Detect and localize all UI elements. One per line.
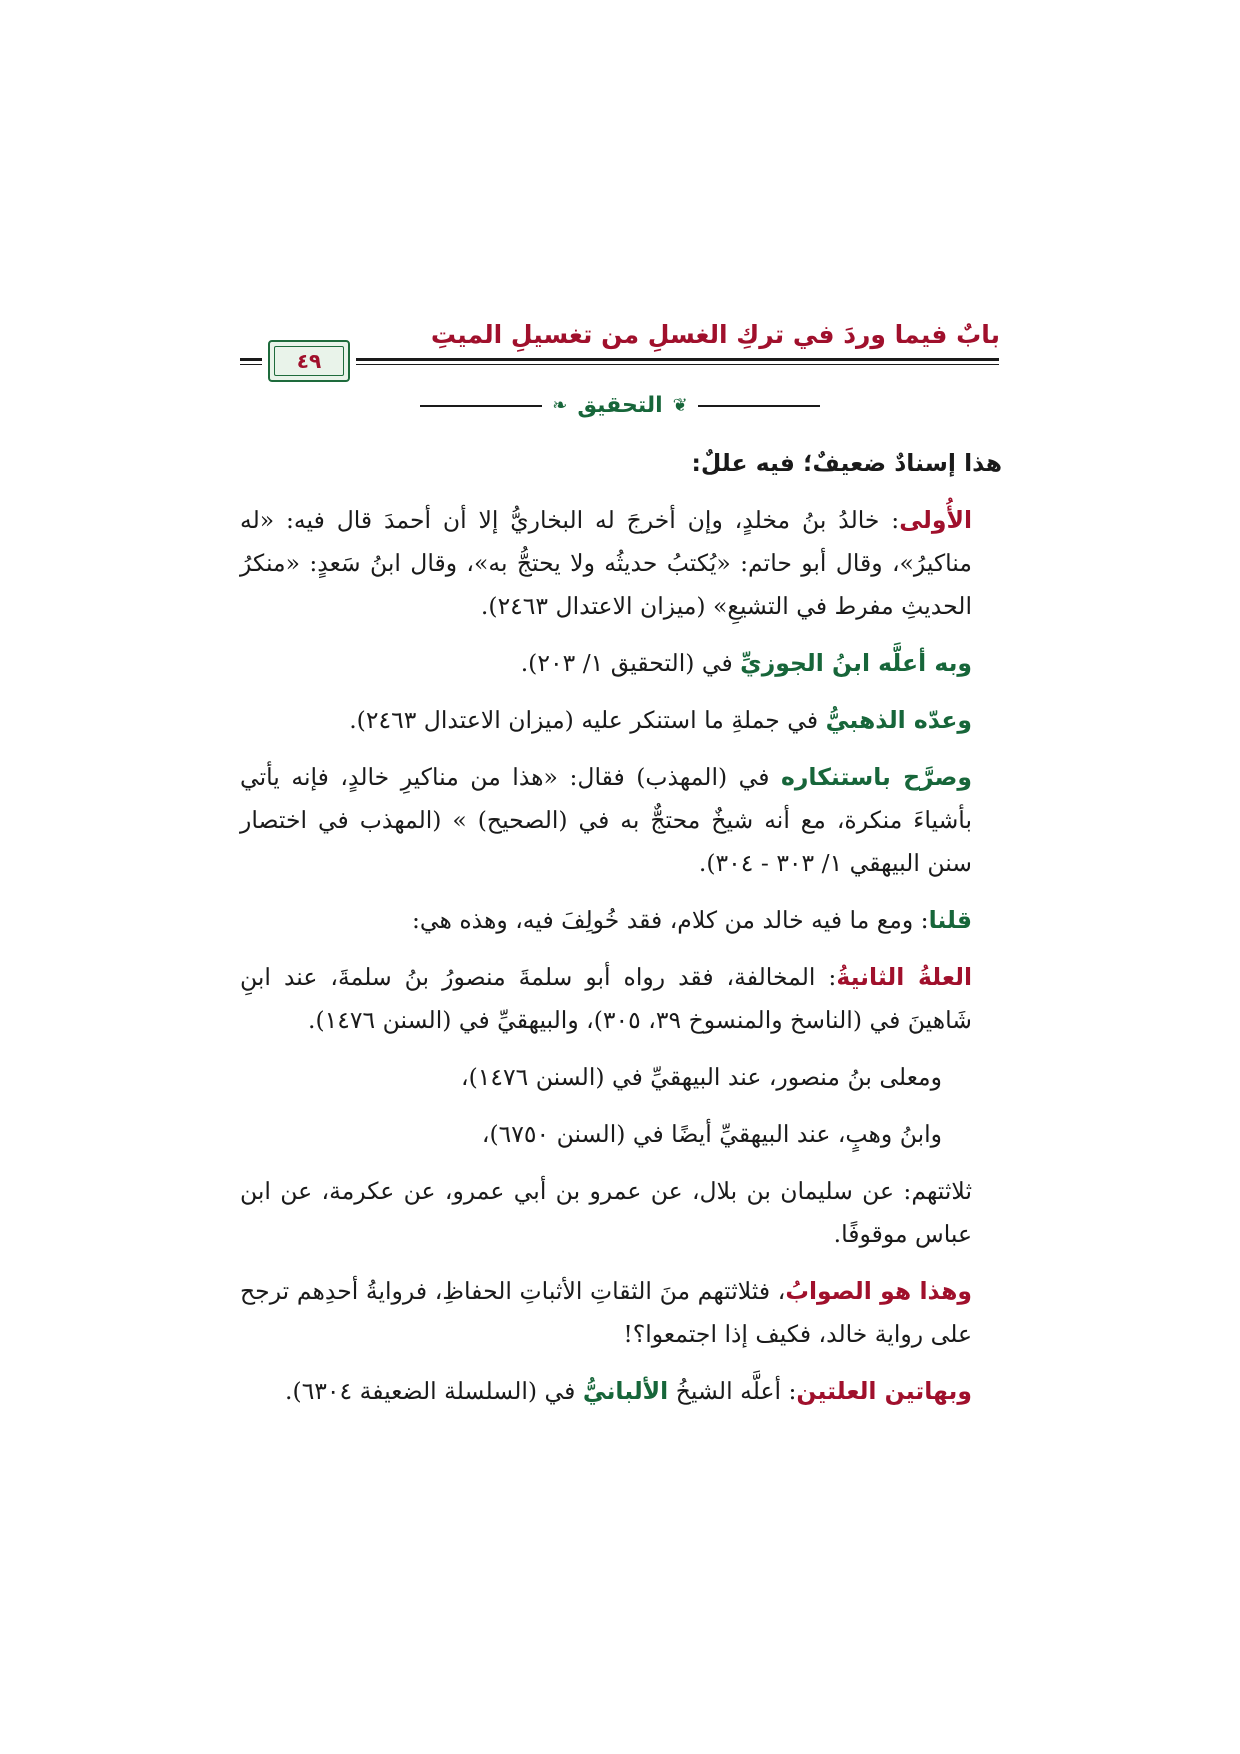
dhahabi-lead: وعدّه [905, 706, 972, 734]
paragraph-first-defect [240, 499, 1002, 628]
dhahabi-name: الذهبيُّ [825, 706, 906, 734]
muhadhdhab-text: في (المهذب) فقال: «هذا من مناكيرِ خالدٍ، فإنه يأتي بأشياءَ منكرة، مع أنه شيخٌ محتجٌّ به في (الصحيح) » (المهذب في اختصار سنن البيهقي ١/ ٣٠٣ - ٣٠٤). [240, 763, 972, 877]
paragraph-second-defect [240, 956, 1002, 1042]
ornament-right-icon: ❦ [672, 395, 688, 416]
ibn-aljawzi-name: ابنُ الجوزيِّ [740, 649, 870, 677]
albani-name: الألبانيُّ [582, 1377, 669, 1405]
paragraph-albani [240, 1370, 1002, 1413]
chapter-title: بابٌ فيما وردَ في تركِ الغسلِ من تغسيلِ الميتِ [430, 320, 1000, 349]
albani-text: في (السلسلة الضعيفة ٦٣٠٤). [285, 1377, 583, 1405]
paragraph-dhahabi [240, 699, 1002, 742]
albani-label: وبهاتين العلتين [796, 1377, 972, 1405]
dhahabi-text: في جملةِ ما استنكر عليه (ميزان الاعتدال ٢٤٦٣). [349, 706, 826, 734]
page-body [240, 442, 1002, 1427]
ornament-left-icon: ❧ [552, 395, 568, 416]
divider-line-right [698, 405, 820, 407]
first-defect-label: الأُولى [899, 506, 972, 534]
muhadhdhab-lead: وصرَّح [890, 763, 972, 791]
second-defect-label: العلةُ الثانيةُ [836, 963, 973, 991]
page-number: ٤٩ [296, 349, 322, 373]
paragraph-sawab [240, 1270, 1002, 1356]
second-defect-text: : المخالفة، فقد رواه أبو سلمةَ منصورُ بنُ سلمةَ، عند ابنِ شَاهينَ في (الناسخ والمنسوخ ٣٩، ٣٠٥)، والبيهقيِّ في (السنن ١٤٧٦). [240, 963, 972, 1034]
section-divider [420, 393, 820, 418]
paragraph-qulna [240, 899, 1002, 942]
header-rule-left [240, 358, 262, 365]
section-title: التحقيق [577, 393, 663, 418]
ibn-aljawzi-lead: وبه أعلَّه [870, 649, 972, 677]
page-number-box [268, 340, 350, 382]
muhadhdhab-name: باستنكاره [781, 763, 891, 791]
intro-line: هذا إسنادٌ ضعيفٌ؛ فيه عللٌ: [691, 449, 1002, 477]
paragraph-ibn-aljawzi [240, 642, 1002, 685]
paragraph-muala: ومعلى بنُ منصور، عند البيهقيِّ في (السنن ١٤٧٦)، [460, 1063, 942, 1091]
qulna-text: : ومع ما فيه خالد من كلام، فقد خُولِفَ فيه، وهذه هي: [411, 906, 929, 934]
ibn-aljawzi-text: في (التحقيق ١/ ٢٠٣). [520, 649, 741, 677]
paragraph-thalathatuhum: ثلاثتهم: عن سليمان بن بلال، عن عمرو بن أبي عمرو، عن عكرمة، عن ابن عباس موقوفًا. [240, 1177, 972, 1248]
header-rule [356, 358, 999, 365]
divider-line-left [420, 405, 542, 407]
sawab-text: ، فثلاثتهم منَ الثقاتِ الأثباتِ الحفاظِ، فروايةُ أحدِهم ترجح على رواية خالد، فكيف إذا اجتمعوا؟! [240, 1277, 972, 1348]
qulna-label: قلنا [928, 906, 972, 934]
sawab-label: وهذا هو الصوابُ [785, 1277, 973, 1305]
albani-mid: : أعلَّه الشيخُ [668, 1377, 797, 1405]
first-defect-text: : خالدُ بنُ مخلدٍ، وإن أخرجَ له البخاريُّ إلا أن أحمدَ قال فيه: «له مناكيرُ»، وقال أبو حاتم: «يُكتبُ حديثُه ولا يحتجُّ به»، وقال ابنُ سَعدٍ: «منكرُ الحديثِ مفرط في التشيعِ» (ميزان الاعتدال ٢٤٦٣). [240, 506, 972, 620]
paragraph-ibn-wahb: وابنُ وهبٍ، عند البيهقيِّ أيضًا في (السنن ٦٧٥٠)، [481, 1120, 942, 1148]
paragraph-muhadhdhab [240, 756, 1002, 885]
